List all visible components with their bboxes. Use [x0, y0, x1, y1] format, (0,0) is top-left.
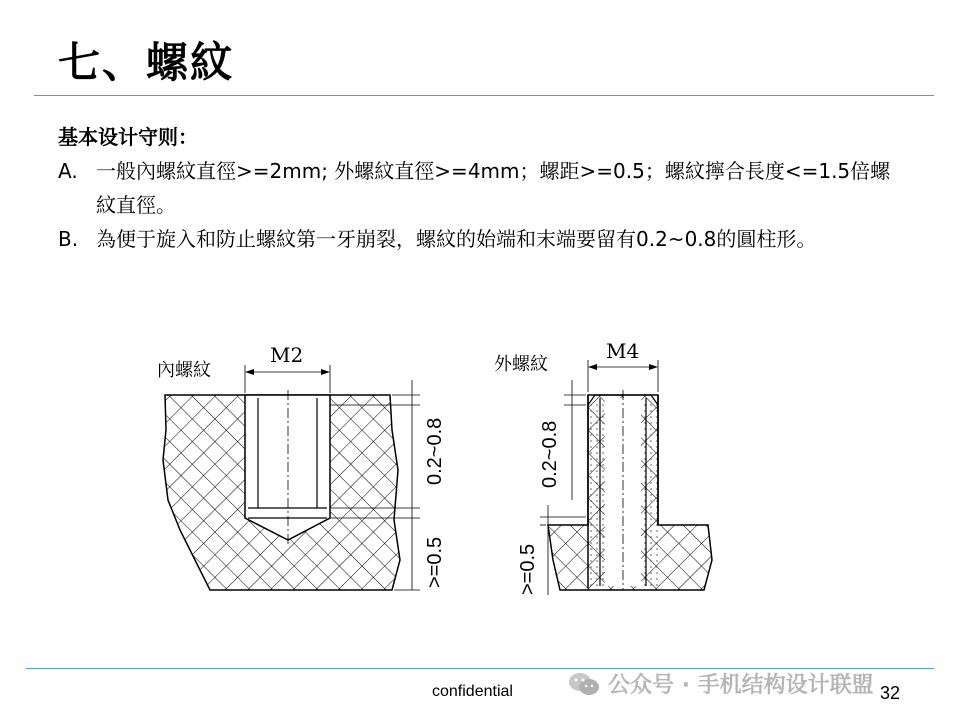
list-item — [58, 222, 898, 256]
title-divider — [34, 95, 934, 96]
external-thread-label: 外螺紋 — [494, 354, 548, 375]
list-item-text: 為便于旋入和防止螺紋第一牙崩裂，螺紋的始端和末端要留有0.2~0.8的圓柱形。 — [96, 227, 817, 251]
list-item-text: 一般內螺紋直徑>=2mm; 外螺紋直徑>=4mm；螺距>=0.5；螺紋擰合長度<=1.5倍螺紋直徑。 — [96, 159, 891, 217]
external-dim-upper: 0.2~0.8 — [539, 420, 561, 488]
list-marker: B. — [58, 227, 79, 251]
internal-dim-lower: >=0.5 — [424, 536, 446, 588]
external-thread-drawing — [540, 360, 712, 595]
slide-body — [58, 120, 898, 256]
internal-thread-drawing — [163, 365, 420, 590]
internal-dim-upper: 0.2~0.8 — [424, 417, 446, 485]
confidential-label: confidential — [432, 683, 513, 700]
slide-title: 七、螺紋 — [58, 38, 235, 87]
external-dim-lower: >=0.5 — [517, 543, 539, 595]
internal-thread-label: 內螺紋 — [157, 360, 211, 381]
rules-heading: 基本设计守则： — [58, 125, 198, 149]
internal-dim-top: M2 — [270, 343, 304, 367]
thread-diagram — [140, 330, 740, 610]
watermark — [568, 668, 874, 699]
list-item — [58, 154, 898, 222]
external-dim-top: M4 — [606, 339, 640, 363]
wechat-icon — [568, 671, 600, 697]
list-marker: A. — [58, 159, 78, 183]
watermark-text: 公众号 · 手机结构设计联盟 — [608, 673, 874, 698]
page-number: 32 — [880, 683, 901, 703]
